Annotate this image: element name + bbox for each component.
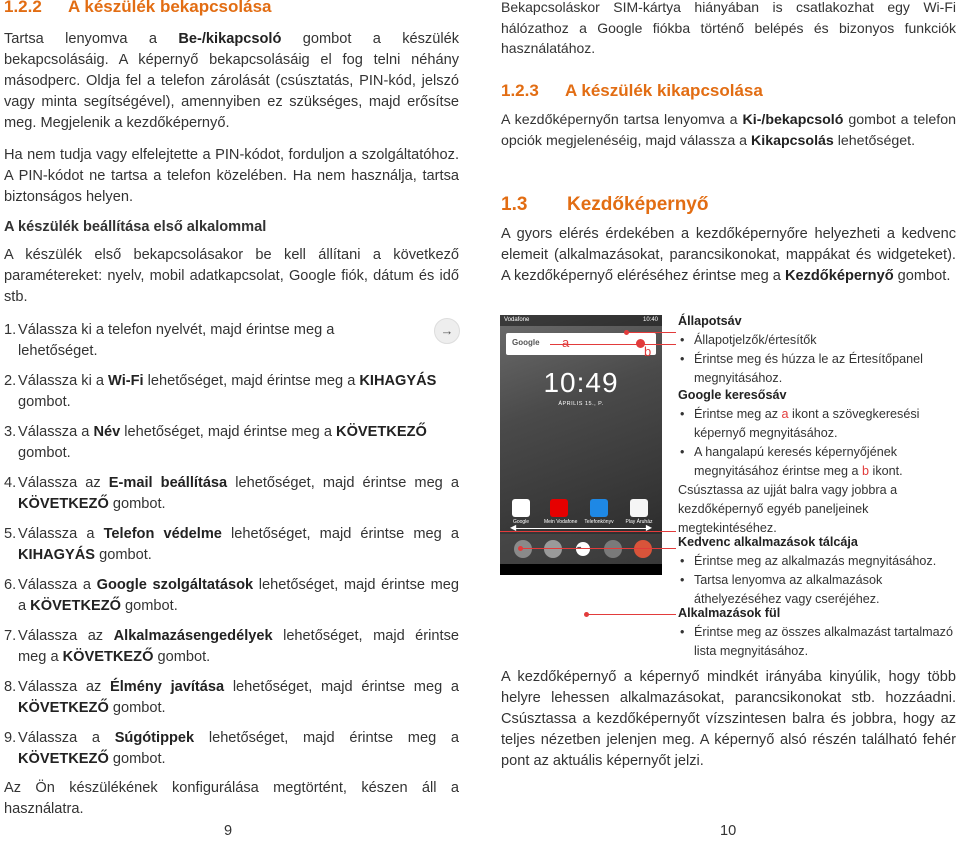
callout-label-a: a	[562, 335, 570, 350]
contacts-app-icon	[544, 540, 562, 558]
phonebook-app-icon: Telefonkönyv	[584, 499, 614, 525]
leader-line-search	[550, 344, 676, 345]
setup-step-7: 7. Válassza az Alkalmazásengedélyek lehetőséget, majd érintse meg a KÖVETKEZŐ gombot.	[4, 628, 459, 665]
home-screen-screenshot	[500, 315, 662, 575]
play-store-app-icon: Play Áruház	[624, 499, 654, 525]
status-time: 10:40	[642, 317, 658, 323]
leader-line-tray	[520, 548, 676, 549]
annotation-bullet: • Érintse meg az alkalmazás megnyitásához.	[678, 552, 956, 571]
google-app-icon: Google	[506, 499, 536, 525]
favorites-tray	[500, 534, 662, 564]
leader-line-swipe	[500, 531, 676, 532]
browser-app-icon	[634, 540, 652, 558]
section-heading-1-2-2: 1.2.2 A készülék bekapcsolása	[4, 0, 272, 16]
swipe-arrow	[510, 523, 652, 532]
leader-dot-status	[624, 330, 629, 335]
apps-tab-icon	[576, 542, 590, 556]
leader-line-status	[626, 332, 676, 333]
annotation-title: Állapotsáv	[678, 314, 742, 328]
annotation-title: Google keresősáv	[678, 388, 787, 402]
annotation-apps-tab	[678, 604, 956, 661]
subheading-first-setup: A készülék beállítása első alkalommal	[4, 219, 267, 235]
annotation-google-search	[678, 386, 956, 481]
paragraph-pin-info: Ha nem tudja vagy elfelejtette a PIN-kódot, forduljon a szolgáltatóhoz. A PIN-kódot ne tartsa a telefon közelében. Ha nem használja, tartsa biztonságos helyen.	[4, 147, 459, 205]
google-logo: Google	[512, 338, 540, 347]
setup-step-9: 9. Válassza a Súgótippek lehetőséget, majd érintse meg a KÖVETKEZŐ gombot.	[4, 730, 459, 767]
leader-line-apps-tab	[586, 614, 676, 615]
annotation-bullet: • Érintse meg az a ikont a szövegkeresési képernyő megnyitásához.	[678, 405, 956, 443]
paragraph-sim-wifi: Bekapcsoláskor SIM-kártya hiányában is csatlakozhat egy Wi-Fi hálózathoz a Google fiókba történő belépés és bizonyos funkciók használatához.	[501, 0, 956, 56]
clock-widget: 10:49	[543, 367, 619, 398]
leader-dot-apps-tab	[584, 612, 589, 617]
paragraph-setup-done: Az Ön készülékének konfigurálása megtörtént, készen áll a használatra.	[4, 780, 459, 817]
status-bar	[500, 315, 662, 326]
navigation-bar	[500, 564, 662, 575]
leader-dot-tray	[518, 546, 523, 551]
app-shortcuts	[506, 499, 656, 525]
arrow-right-icon: →	[434, 318, 460, 344]
annotation-title: Kedvenc alkalmazások tálcája	[678, 535, 858, 549]
setup-step-5: 5. Válassza a Telefon védelme lehetőséget, majd érintse meg a KIHAGYÁS gombot.	[4, 526, 459, 563]
setup-step-6: 6. Válassza a Google szolgáltatások lehetőséget, majd érintse meg a KÖVETKEZŐ gombot.	[4, 577, 460, 614]
annotation-bullet: • Állapotjelzők/értesítők	[678, 331, 956, 350]
carrier-label: Vodafone	[504, 317, 530, 323]
setup-step-4: 4. Válassza az E-mail beállítása lehetőséget, majd érintse meg a KÖVETKEZŐ gombot.	[4, 475, 459, 512]
mein-vodafone-app-icon: Mein Vodafone	[544, 499, 574, 525]
section-heading-1-3: 1.3 Kezdőképernyő	[501, 194, 709, 215]
annotation-swipe: Csúsztassa az ujját balra vagy jobbra a kezdőképernyő egyéb paneljeinek megtekintéséhez.	[678, 483, 898, 535]
callout-label-b: b	[644, 344, 652, 359]
messages-app-icon	[604, 540, 622, 558]
annotation-bullet: • Érintse meg és húzza le az Értesítőpanel megnyitásához.	[678, 350, 956, 388]
annotation-title: Alkalmazások fül	[678, 606, 781, 620]
page-number-left: 9	[224, 823, 233, 839]
paragraph-home-screen-intro: A gyors elérés érdekében a kezdőképernyőre helyezheti a kedvenc elemeit (alkalmazásokat, parancsikonokat, mappákat és widgeteket). A kezdőképernyő eléréséhez érintse meg a Kezdőképernyő gombot.	[501, 226, 956, 284]
paragraph-power-on: Tartsa lenyomva a Be-/kikapcsoló gombot a készülék bekapcsolásáig. A képernyő bekapcsolásáig el fog telni néhány másodperc. Oldja fel a telefon zárolását (csúsztatás, PIN-kód, jelszó vagy minta segítségével), amennyiben ez szükséges, majd erősítse meg. Megjelenik a kezdőképernyő.	[4, 31, 459, 131]
annotation-favorites-tray	[678, 533, 956, 609]
paragraph-home-screen-panels: A kezdőképernyő a képernyő mindkét irányába kinyúlik, hogy több helyre lehessen alkalmazásokat, parancsikonokat stb. hozzáadni. Csúsztassa a kezdőképernyőt vízszintesen balra és jobbra, hogy az teljes nézetben jelenjen meg. A képernyő alsó részén található fehér pont az aktuális képernyőt jelzi.	[501, 669, 956, 769]
annotation-status-bar	[678, 312, 956, 388]
setup-step-1: 1. Válassza ki a telefon nyelvét, majd érintse meg a lehetőséget.	[4, 322, 335, 359]
date-label: ÁPRILIS 15., P.	[558, 401, 604, 407]
phone-app-icon	[514, 540, 532, 558]
section-heading-1-2-3: 1.2.3 A készülék kikapcsolása	[501, 81, 763, 100]
annotation-bullet: • A hangalapú keresés képernyőjének megnyitásához érintse meg a b ikont.	[678, 443, 956, 481]
annotation-bullet: • Érintse meg az összes alkalmazást tartalmazó lista megnyitásához.	[678, 623, 956, 661]
setup-step-3: 3. Válassza a Név lehetőséget, majd érintse meg a KÖVETKEZŐ gombot.	[4, 424, 427, 461]
setup-step-8: 8. Válassza az Élmény javítása lehetőséget, majd érintse meg a KÖVETKEZŐ gombot.	[4, 679, 459, 716]
paragraph-power-off: A kezdőképernyőn tartsa lenyomva a Ki-/bekapcsoló gombot a telefon opciók megjelenéséig, majd válassza a Kikapcsolás lehetőséget.	[501, 112, 956, 149]
annotation-bullet: • Tartsa lenyomva az alkalmazások áthelyezéséhez vagy cseréjéhez.	[678, 571, 956, 609]
page-number-right: 10	[720, 823, 737, 839]
setup-step-2: 2. Válassza ki a Wi-Fi lehetőséget, majd érintse meg a KIHAGYÁS gombot.	[4, 373, 437, 410]
arrow-right-icon: ▶	[645, 523, 652, 532]
paragraph-setup-intro: A készülék első bekapcsolásakor be kell állítani a következő paramétereket: nyelv, mobil adatkapcsolat, Google fiók, dátum és idő stb.	[4, 247, 459, 305]
arrow-left-icon: ◀	[510, 523, 517, 532]
